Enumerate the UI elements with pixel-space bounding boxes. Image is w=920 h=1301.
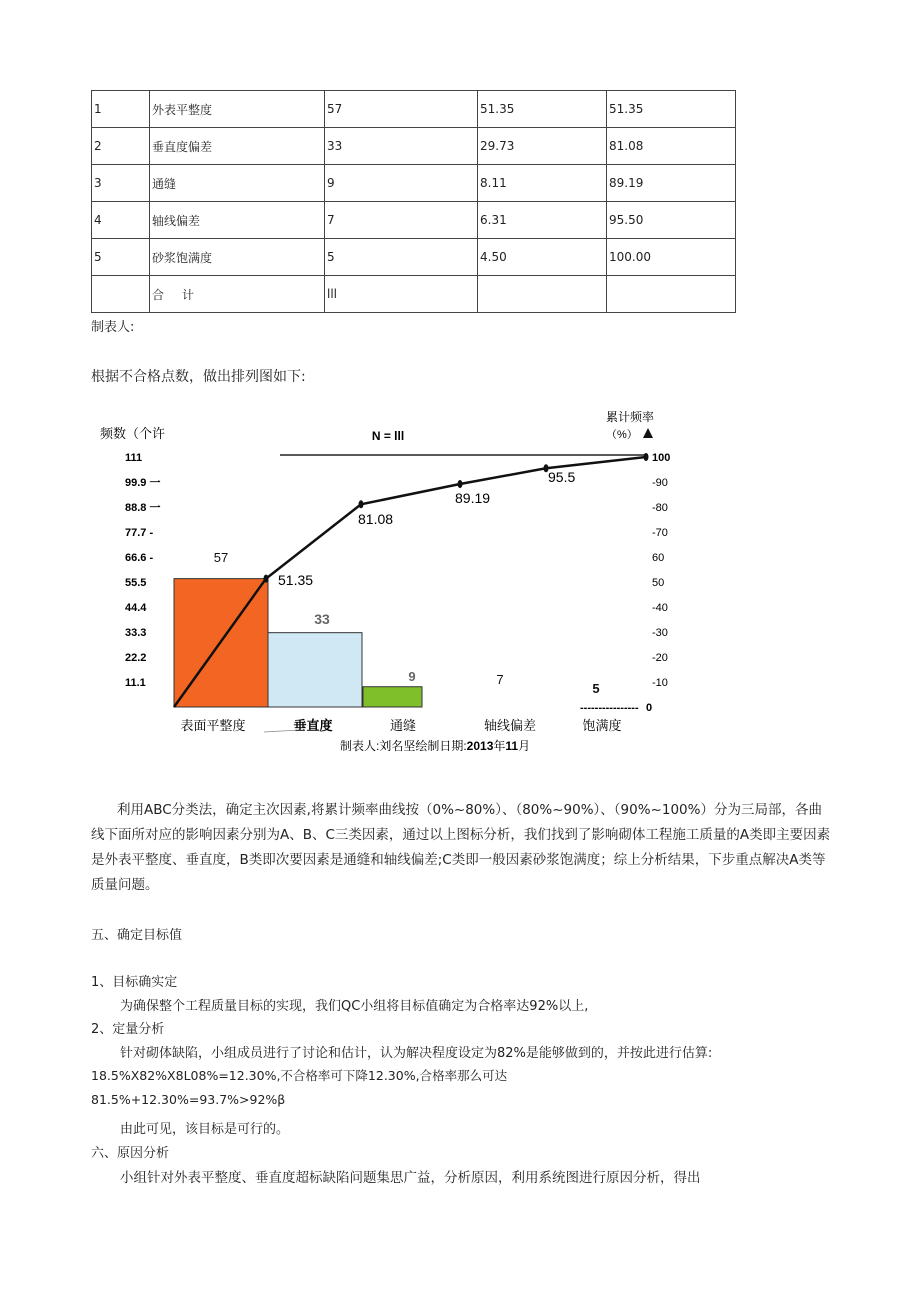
bar-value-label: 33 (314, 611, 330, 627)
cumulative-point (458, 480, 463, 488)
right-axis-tick-label: -10 (652, 677, 668, 689)
table-cell-no: 4 (92, 202, 150, 239)
right-axis-tick-label: -90 (652, 477, 668, 489)
subsection-1-text: 为确保整个工程质量目标的实现，我们QC小组将目标值确定为合格率达92%以上, (120, 999, 589, 1014)
section-6-text: 小组针对外表平整度、垂直度超标缺陷问题集思广益，分析原因，利用系统图进行原因分析，得出 (120, 1170, 701, 1186)
table-cell-freq: 4.50 (478, 239, 607, 276)
left-axis-ticks (125, 452, 160, 689)
table-cell-no: 1 (92, 91, 150, 128)
cumulative-labels (278, 469, 575, 588)
right-axis-tick-label: 60 (652, 552, 665, 564)
right-axis-tick-label: 50 (652, 577, 665, 589)
table-total-cell (92, 276, 150, 313)
subsection-2-text: 针对砌体缺陷，小组成员进行了讨论和估计，认为解决程度设定为82%是能够做到的，并按此进行估算: (120, 1046, 713, 1061)
table-cell-freq: 29.73 (478, 128, 607, 165)
table-row (92, 165, 736, 202)
cumulative-label: 95.5 (548, 469, 576, 485)
left-axis-tick-label: 33.3 (125, 627, 147, 639)
bar (268, 633, 362, 707)
table-cell-cum: 89.19 (607, 165, 736, 202)
table-total-cell (478, 276, 607, 313)
bar-value-label: 9 (408, 669, 416, 684)
chart-maker-note: 制表人:刘名坚绘制日期:2013年11月 (340, 739, 531, 753)
left-axis-tick-label: 77.7 - (125, 527, 154, 539)
cumulative-label: 51.35 (278, 572, 314, 588)
defect-table-body (92, 91, 736, 313)
bar-value-label: 5 (592, 681, 600, 696)
table-cell-count: 33 (325, 128, 478, 165)
chart-title: N = lll (371, 429, 405, 443)
table-row (92, 239, 736, 276)
chart-left-axis-label: 频数（个许 (100, 426, 166, 441)
right-axis-tick-label: 0 (646, 702, 653, 714)
table-cell-item: 轴线偏差 (150, 202, 325, 239)
chart-right-axis-label: 累计频率 (606, 410, 655, 424)
right-axis-tick-label: 100 (652, 452, 671, 464)
cumulative-point (264, 575, 269, 583)
conclusion-text: 由此可见，该目标是可行的。 (120, 1122, 290, 1137)
right-axis-tick-label: -30 (652, 627, 668, 639)
table-cell-count: 5 (325, 239, 478, 276)
table-cell-item: 垂直度偏差 (150, 128, 325, 165)
left-axis-tick-label: 99.9 一 (125, 477, 161, 489)
right-axis-tick-label: -20 (652, 652, 668, 664)
subsection-1-heading: 1、目标确实定 (91, 975, 178, 990)
left-axis-tick-label: 22.2 (125, 652, 147, 664)
right-axis-arrow-icon (643, 428, 653, 438)
table-row (92, 202, 736, 239)
intro-text: 根据不合格点数，做出排列图如下: (91, 369, 306, 385)
table-cell-count: 7 (325, 202, 478, 239)
table-cell-item: 砂浆饱满度 (150, 239, 325, 276)
table-total-row (92, 276, 736, 313)
cumulative-points (264, 453, 649, 583)
subsection-2-heading: 2、定量分析 (91, 1022, 165, 1037)
table-row (92, 128, 736, 165)
cumulative-point (644, 453, 649, 461)
cumulative-point (359, 500, 364, 508)
defect-table (91, 90, 736, 313)
table-cell-no: 2 (92, 128, 150, 165)
category-label: 饱满度 (582, 718, 622, 733)
bar (363, 687, 422, 707)
bar-value-label: 57 (213, 550, 229, 565)
calculation-line-2: 81.5%+12.30%=93.7%>92%β (91, 1092, 286, 1107)
table-total-cell (607, 276, 736, 313)
category-labels (180, 718, 621, 733)
table-cell-item: 外表平整度 (150, 91, 325, 128)
abc-analysis-paragraph: 利用ABC分类法，确定主次因素,将累计频率曲线按（0%~80%）、（80%~90%）、（90%~100%）分为三局部，各曲线下面所对应的影响因素分别为A、B、C三类因素，通过以上图标分析，我们找到了影响砌体工程施工质量的A类即主要因素是外表平整度、垂直度，B类即次要因素是通缝和轴线偏差;C类即一般因素砂浆饱满度；综上分析结果，下步重点解决A类等质量问题。 (91, 802, 831, 893)
category-label: 通缝 (389, 718, 417, 733)
table-cell-cum: 100.00 (607, 239, 736, 276)
table-total-cell: lll (325, 276, 478, 313)
category-label: 垂直度 (293, 718, 333, 733)
table-cell-count: 57 (325, 91, 478, 128)
left-axis-tick-label: 55.5 (125, 577, 147, 589)
right-axis-ticks (646, 452, 670, 714)
left-axis-tick-label: 111 (125, 452, 143, 464)
table-cell-freq: 8.11 (478, 165, 607, 202)
table-cell-freq: 6.31 (478, 202, 607, 239)
chart-right-axis-unit: （%） (606, 429, 638, 441)
table-cell-no: 5 (92, 239, 150, 276)
table-cell-count: 9 (325, 165, 478, 202)
table-cell-cum: 51.35 (607, 91, 736, 128)
category-label: 表面平整度 (180, 718, 246, 733)
table-cell-item: 通缝 (150, 165, 325, 202)
table-maker-label: 制表人: (91, 320, 135, 335)
right-axis-tick-label: -80 (652, 502, 668, 514)
table-cell-freq: 51.35 (478, 91, 607, 128)
left-axis-tick-label: 88.8 一 (125, 502, 161, 514)
right-axis-tick-label: -40 (652, 602, 668, 614)
section-5-heading: 五、确定目标值 (91, 928, 183, 943)
bars (174, 550, 600, 707)
cumulative-label: 89.19 (455, 490, 491, 506)
section-6-heading: 六、原因分析 (91, 1146, 170, 1161)
category-label: 轴线偏差 (483, 718, 537, 733)
table-cell-no: 3 (92, 165, 150, 202)
table-cell-cum: 95.50 (607, 202, 736, 239)
left-axis-tick-label: 66.6 - (125, 552, 154, 564)
zero-dashes: ---------------- (580, 702, 639, 714)
table-total-cell: 合计 (150, 276, 325, 313)
calculation-line-1: 18.5%X82%X8L08%=12.30%,不合格率可下降12.30%,合格率那么可达 (91, 1068, 508, 1083)
table-row (92, 91, 736, 128)
bar-value-label: 7 (496, 672, 504, 687)
left-axis-tick-label: 11.1 (125, 677, 146, 689)
left-axis-tick-label: 44.4 (125, 602, 147, 614)
cumulative-label: 81.08 (358, 511, 394, 527)
table-cell-cum: 81.08 (607, 128, 736, 165)
right-axis-tick-label: -70 (652, 527, 668, 539)
pareto-chart (0, 400, 920, 765)
